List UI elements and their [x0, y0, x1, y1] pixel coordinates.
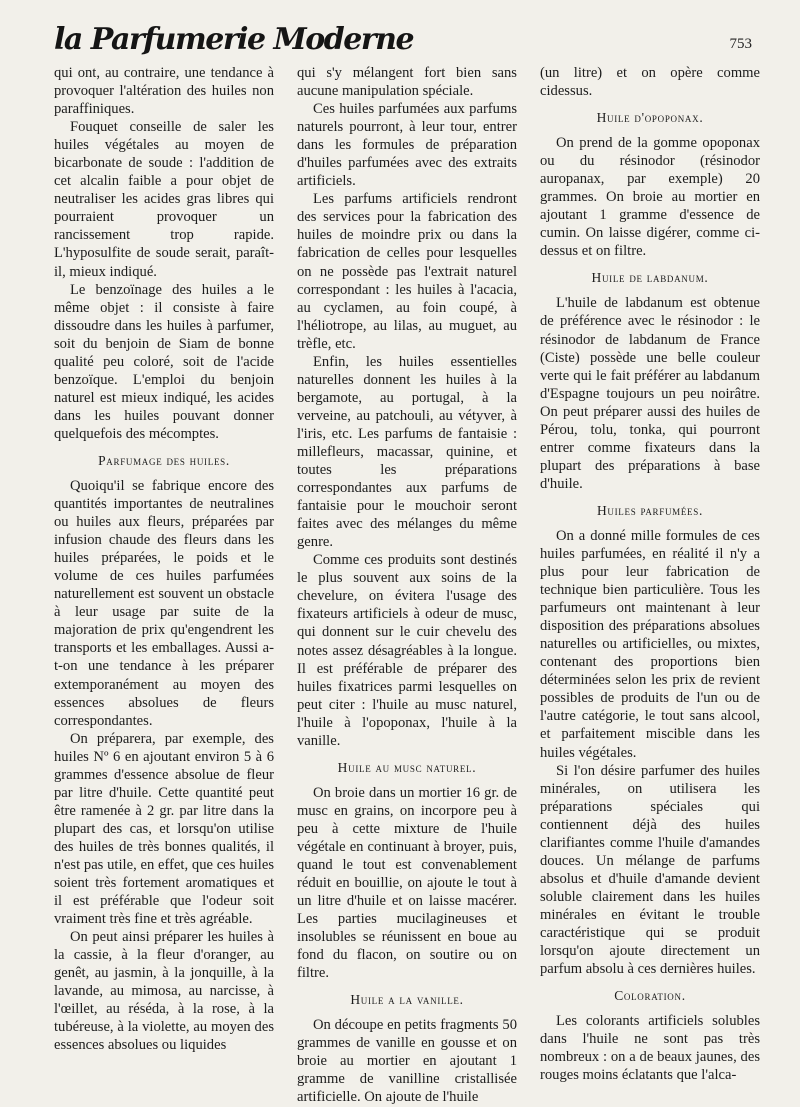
paragraph: Quoiqu'il se fabrique encore des quantités importantes de neutralines ou huiles aux fleurs, préparées par infusion chaude des fleurs dans les huiles préparées, le poids et le volume de ces huiles parfumées naturellement est souvent un obstacle à leur usage par suite de la majoration de prix qu'engendrent les transports et les emballages. Aussi a-t-on une tendance à les préparer extemporanément au moyen des essences absolues de fleurs correspondantes.	[54, 477, 274, 729]
section-heading: Huile de labdanum.	[591, 270, 709, 286]
section-heading: Huile au musc naturel.	[337, 759, 477, 775]
paragraph: L'huile de labdanum est obtenue de préférence avec le résinodor : le résinodor de labdanum de France (Ciste) possède une belle couleur verte qui le fait préférer au labdanum d'Espagne toujours un peu noirâtre. On peut préparer aussi des huiles de Pérou, tolu, tonka, qui pourront entrer comme fixateurs dans la plupart des préparations à base d'huile.	[540, 295, 760, 492]
paragraph: (un litre) et on opère comme cidessus.	[540, 65, 760, 100]
paragraph: qui ont, au contraire, une tendance à provoquer l'altération des huiles non paraffiniques.	[54, 65, 274, 118]
paragraph: qui s'y mélangent fort bien sans aucune manipulation spéciale.	[297, 65, 517, 100]
paragraph: Enfin, les huiles essentielles naturelles donnent les huiles à la bergamote, au portugal, à la verveine, au patchouli, au vétyver, à l'iris, etc. Les parfums de fantaisie : millefleurs, macassar, quinine, et toutes les préparations correspondantes aux parfums de fantaisie pour le mouchoir seront faites avec des mélanges du même genre.	[297, 353, 517, 551]
section-heading: Huiles parfumées.	[596, 502, 704, 518]
paragraph: Ces huiles parfumées aux parfums naturels pourront, à leur tour, entrer dans les formules de préparation d'huiles parfumées avec des extraits artificiels.	[297, 101, 517, 190]
column-3	[540, 64, 760, 1084]
paragraph: On prend de la gomme opoponax ou du résinodor (résinodor auropanax, par exemple) 20 grammes. On broie au mortier en ajoutant 1 gramme d'essence de cumin. On laisse digérer, comme ci-dessus et on filtre.	[540, 135, 760, 260]
journal-title: la Parfumerie Moderne	[54, 22, 414, 57]
section-heading: Huile d'opoponax.	[596, 110, 704, 126]
paragraph: On a donné mille formules de ces huiles parfumées, en réalité il n'y a plus pour leur fabrication de technique bien particulière. Tous les parfumeurs ont maintenant à leur disposition des préparations absolues naturelles ou artificielles, ou mixtes, contenant des proportions bien déterminées selon les prix de revient possibles de produits de l'un ou de l'autre catégorie, le tout sans alcool, et parfaitement miscible dans les huiles végétales.	[540, 527, 760, 761]
paragraph: Les parfums artificiels rendront des services pour la fabrication des huiles de moindre prix ou dans la fabrication de celles pour lesquelles on ne possède pas l'extrait naturel correspondant : les huiles à l'acacia, au cyclamen, au foin coupé, à l'héliotrope, au lilas, au muguet, au trèfle, etc.	[297, 191, 517, 352]
column-2	[297, 64, 517, 1106]
paragraph: Si l'on désire parfumer des huiles minérales, on utilisera les préparations spéciales qui contiennent déjà des huiles clarifiantes comme l'huile d'amandes douces. Un mélange de parfums absolus et d'huile d'amande devient soluble clairement dans les huiles minérales en évitant le trouble caractéristique qui se produit lorsqu'on ajoute directement un parfum absolu à ces dernières huiles.	[540, 762, 760, 978]
section-heading: Coloration.	[614, 988, 686, 1004]
page-number: 753	[729, 36, 752, 52]
paragraph: Fouquet conseille de saler les huiles végétales au moyen de bicarbonate de soude : l'addition de cet alcalin faible a pour objet de neutraliser les acides gras libres qui pourraient provoquer un rancissement trop rapide. L'hyposulfite de soude serait, paraît-il, mieux indiqué.	[54, 119, 274, 280]
paragraph: On broie dans un mortier 16 gr. de musc en grains, on incorpore peu à peu à cette mixture de l'huile végétale en continuant à broyer, puis, quand le tout est convenablement réduit en bouillie, on ajoute le tout à un litre d'huile et on laisse macérer. Les parties mucilagineuses et insolubles se réunissent en boue au fond du flacon, on soutire ou on filtre.	[297, 784, 517, 982]
section-heading: Parfumage des huiles.	[98, 452, 230, 468]
paragraph: On préparera, par exemple, des huiles Nº 6 en ajoutant environ 5 à 6 grammes d'essence absolue de fleur par litre d'huile. Cette quantité peut être ramenée à 2 gr. par litre dans la plupart des cas, et lorsqu'on utilise des huiles de très bonnes qualités, il n'est pas utile, en effet, que ces huiles soient très fortement aromatiques et il est préférable que l'odeur soit vraiment très fine et très agréable.	[54, 730, 274, 928]
paragraph: Les colorants artificiels solubles dans l'huile ne sont pas très nombreux : on a de beaux jaunes, des rouges moins éclatants que l'alca-	[540, 1013, 760, 1084]
section-heading: Huile a la vanille.	[350, 992, 464, 1008]
paragraph: Comme ces produits sont destinés le plus souvent aux soins de la chevelure, on évitera l'usage des fixateurs artificiels à odeur de musc, qui donnent sur le cuir chevelu des notes assez désagréables à la longue. Il est préférable de préparer des huiles fixatrices parmi lesquelles on peut citer : l'huile au musc naturel, l'huile à l'opoponax, l'huile à la vanille.	[297, 552, 517, 749]
paragraph: On peut ainsi préparer les huiles à la cassie, à la fleur d'oranger, au genêt, au jasmin, à la jonquille, à la lavande, au mimosa, au narcisse, à l'œillet, au réséda, à la rose, à la tubéreuse, à la violette, au moyen des essences absolues ou liquides	[54, 929, 274, 1054]
paragraph: On découpe en petits fragments 50 grammes de vanille en gousse et on broie au mortier en ajoutant 1 gramme de vanilline cristallisée artificielle. On ajoute de l'huile	[297, 1017, 517, 1106]
column-1	[54, 64, 274, 1054]
article-columns	[54, 64, 760, 1106]
paragraph: Le benzoïnage des huiles a le même objet : il consiste à faire dissoudre dans les huiles à parfumer, soit du benjoin de Siam de bonne qualité peu coloré, soit de l'acide benzoïque. L'emploi du benjoin naturel est mieux indiqué, les acides dans les huiles pouvant donner quelquefois des mécomptes.	[54, 281, 274, 442]
